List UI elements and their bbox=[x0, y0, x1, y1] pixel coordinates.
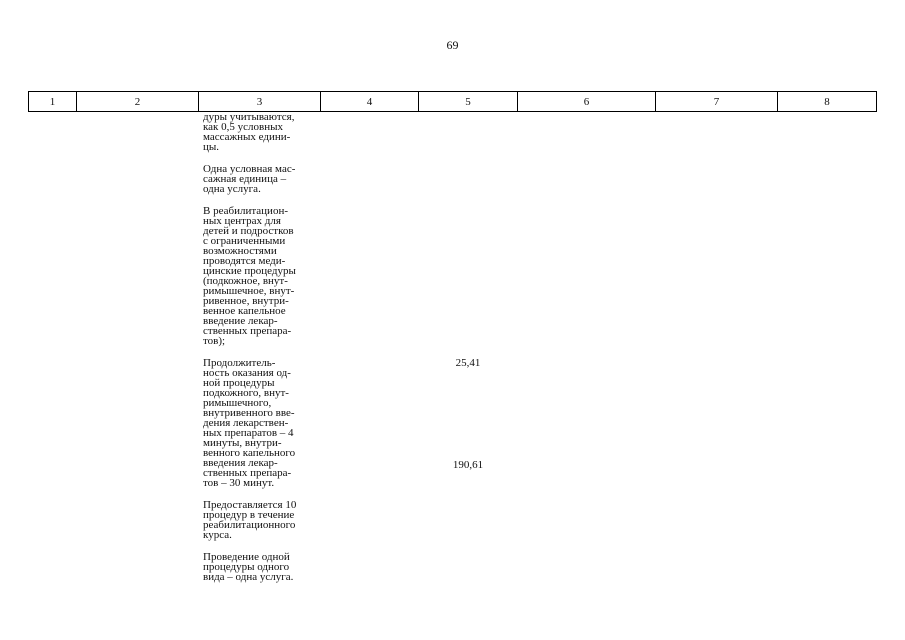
col3-paragraph: В реабилитацион- ных центрах для детей и подростков с ограниченными возможностями проводятся меди- цинские процедуры (подкожное, внут- римышечное, внут- ривенное, внутри- венное капельное введение лекар- ственных препара- тов); bbox=[203, 205, 296, 347]
col3-paragraph: Продолжитель- ность оказания од- ной процедуры подкожного, внут- римышечного, внутривенного вве- дения лекарствен- ных препаратов – 4 минуты, внутри- венного капельного введения лекар- ственных препара- тов – 30 минут. bbox=[203, 357, 296, 489]
column-header-2: 2 bbox=[77, 92, 199, 111]
column-header-3: 3 bbox=[199, 92, 321, 111]
col3-paragraph: Предоставляется 10 процедур в течение реабилитационного курса. bbox=[203, 499, 297, 541]
col5-value: 190,61 bbox=[452, 459, 484, 471]
table-header-row bbox=[28, 91, 877, 112]
column-header-6: 6 bbox=[518, 92, 656, 111]
column-header-4: 4 bbox=[321, 92, 419, 111]
column-header-1: 1 bbox=[29, 92, 77, 111]
page-number: 69 bbox=[446, 38, 459, 52]
column-header-5: 5 bbox=[419, 92, 518, 111]
column-3-content bbox=[203, 112, 318, 594]
col3-paragraph: Проведение одной процедуры одного вида – одна услуга. bbox=[203, 551, 294, 583]
col5-value: 25,41 bbox=[455, 357, 481, 369]
col3-paragraph: дуры учитываются, как 0,5 условных массажных едини- цы. bbox=[203, 111, 295, 153]
col3-paragraph: Одна условная мас- сажная единица – одна услуга. bbox=[203, 163, 296, 195]
column-header-7: 7 bbox=[656, 92, 778, 111]
column-header-8: 8 bbox=[824, 95, 830, 108]
